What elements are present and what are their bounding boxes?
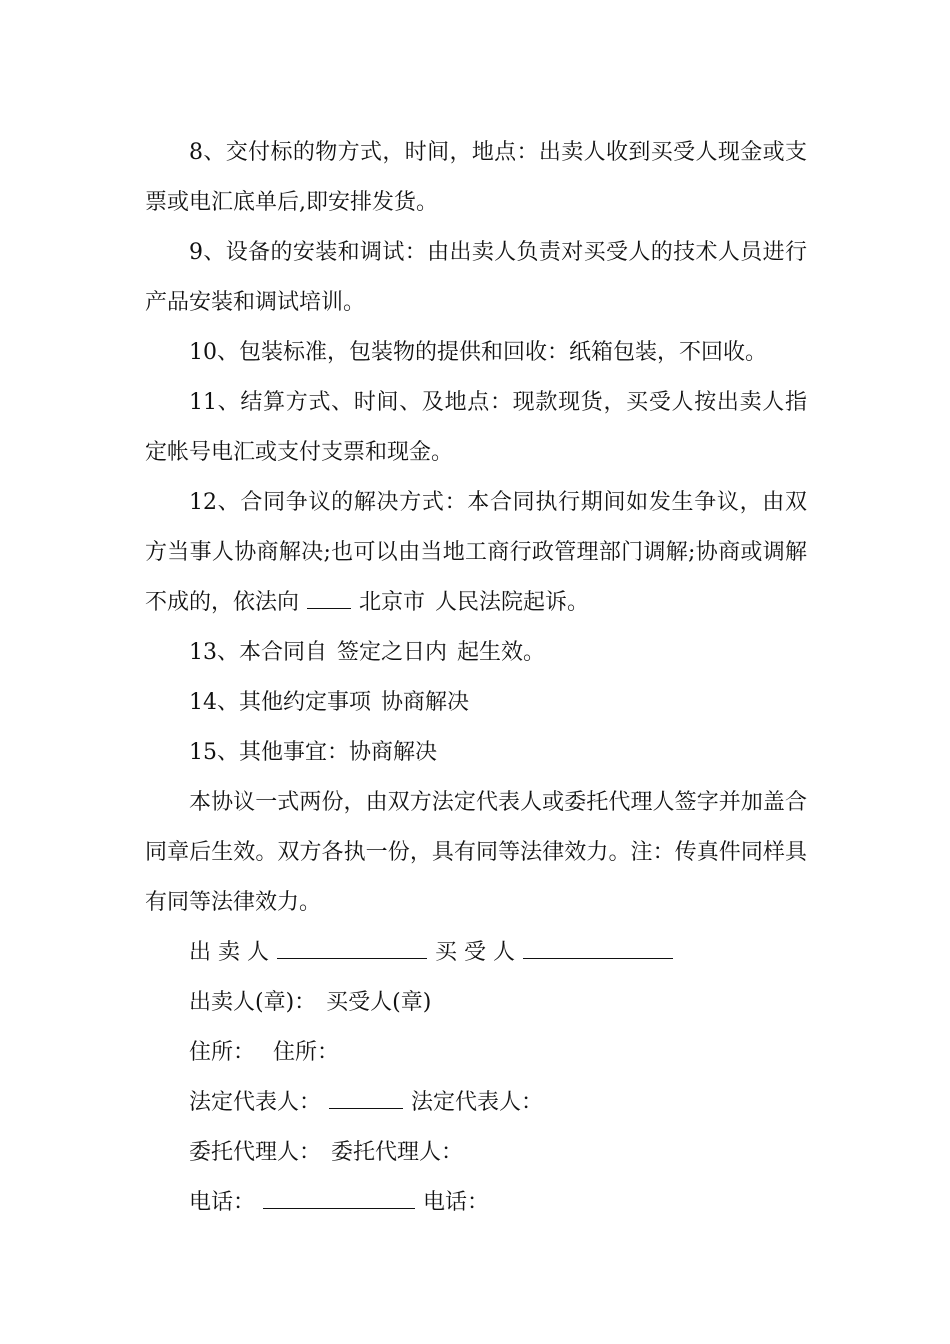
closing-paragraph: 本协议一式两份，由双方法定代表人或委托代理人签字并加盖合同章后生效。双方各执一份，具有同等法律效力。注：传真件同样具有同等法律效力。 bbox=[145, 790, 807, 915]
signature-parties: 出 卖 人 买 受 人 bbox=[145, 928, 807, 978]
clause-12: 12、合同争议的解决方式：本合同执行期间如发生争议，由双方当事人协商解决;也可以由当地工商行政管理部门调解;协商或调解不成的，依法向 北京市 人民法院起诉。 bbox=[145, 490, 807, 615]
seller-sign-blank bbox=[277, 940, 427, 959]
phone-blank bbox=[263, 1190, 415, 1209]
signature-addresses: 住所： 住所： bbox=[189, 1040, 340, 1065]
signature-agents: 委托代理人： 委托代理人： bbox=[189, 1140, 464, 1165]
clause-14: 14、其他约定事项 协商解决 bbox=[189, 690, 470, 715]
contract-body bbox=[145, 128, 807, 1228]
court-blank bbox=[307, 590, 351, 609]
buyer-sign-blank bbox=[523, 940, 673, 959]
court-name: 北京市 bbox=[359, 590, 426, 615]
clause-9: 9、设备的安装和调试：由出卖人负责对买受人的技术人员进行产品安装和调试培训。 bbox=[145, 240, 807, 315]
clause-11: 11、结算方式、时间、及地点：现款现货，买受人按出卖人指定帐号电汇或支付支票和现金。 bbox=[145, 390, 807, 465]
clause-15: 15、其他事宜：协商解决 bbox=[189, 740, 437, 765]
signature-legal-reps: 法定代表人： 法定代表人： bbox=[189, 1090, 544, 1115]
signature-seals: 出卖人(章)： 买受人(章) bbox=[189, 990, 432, 1015]
legal-rep-blank bbox=[329, 1090, 403, 1109]
signature-phones: 电话： 电话： bbox=[189, 1190, 490, 1215]
clause-13: 13、本合同自 签定之日内 起生效。 bbox=[189, 640, 546, 665]
clause-8: 8、交付标的物方式，时间，地点：出卖人收到买受人现金或支票或电汇底单后,即安排发货。 bbox=[145, 140, 807, 215]
clause-10: 10、包装标准，包装物的提供和回收：纸箱包装，不回收。 bbox=[189, 340, 767, 365]
